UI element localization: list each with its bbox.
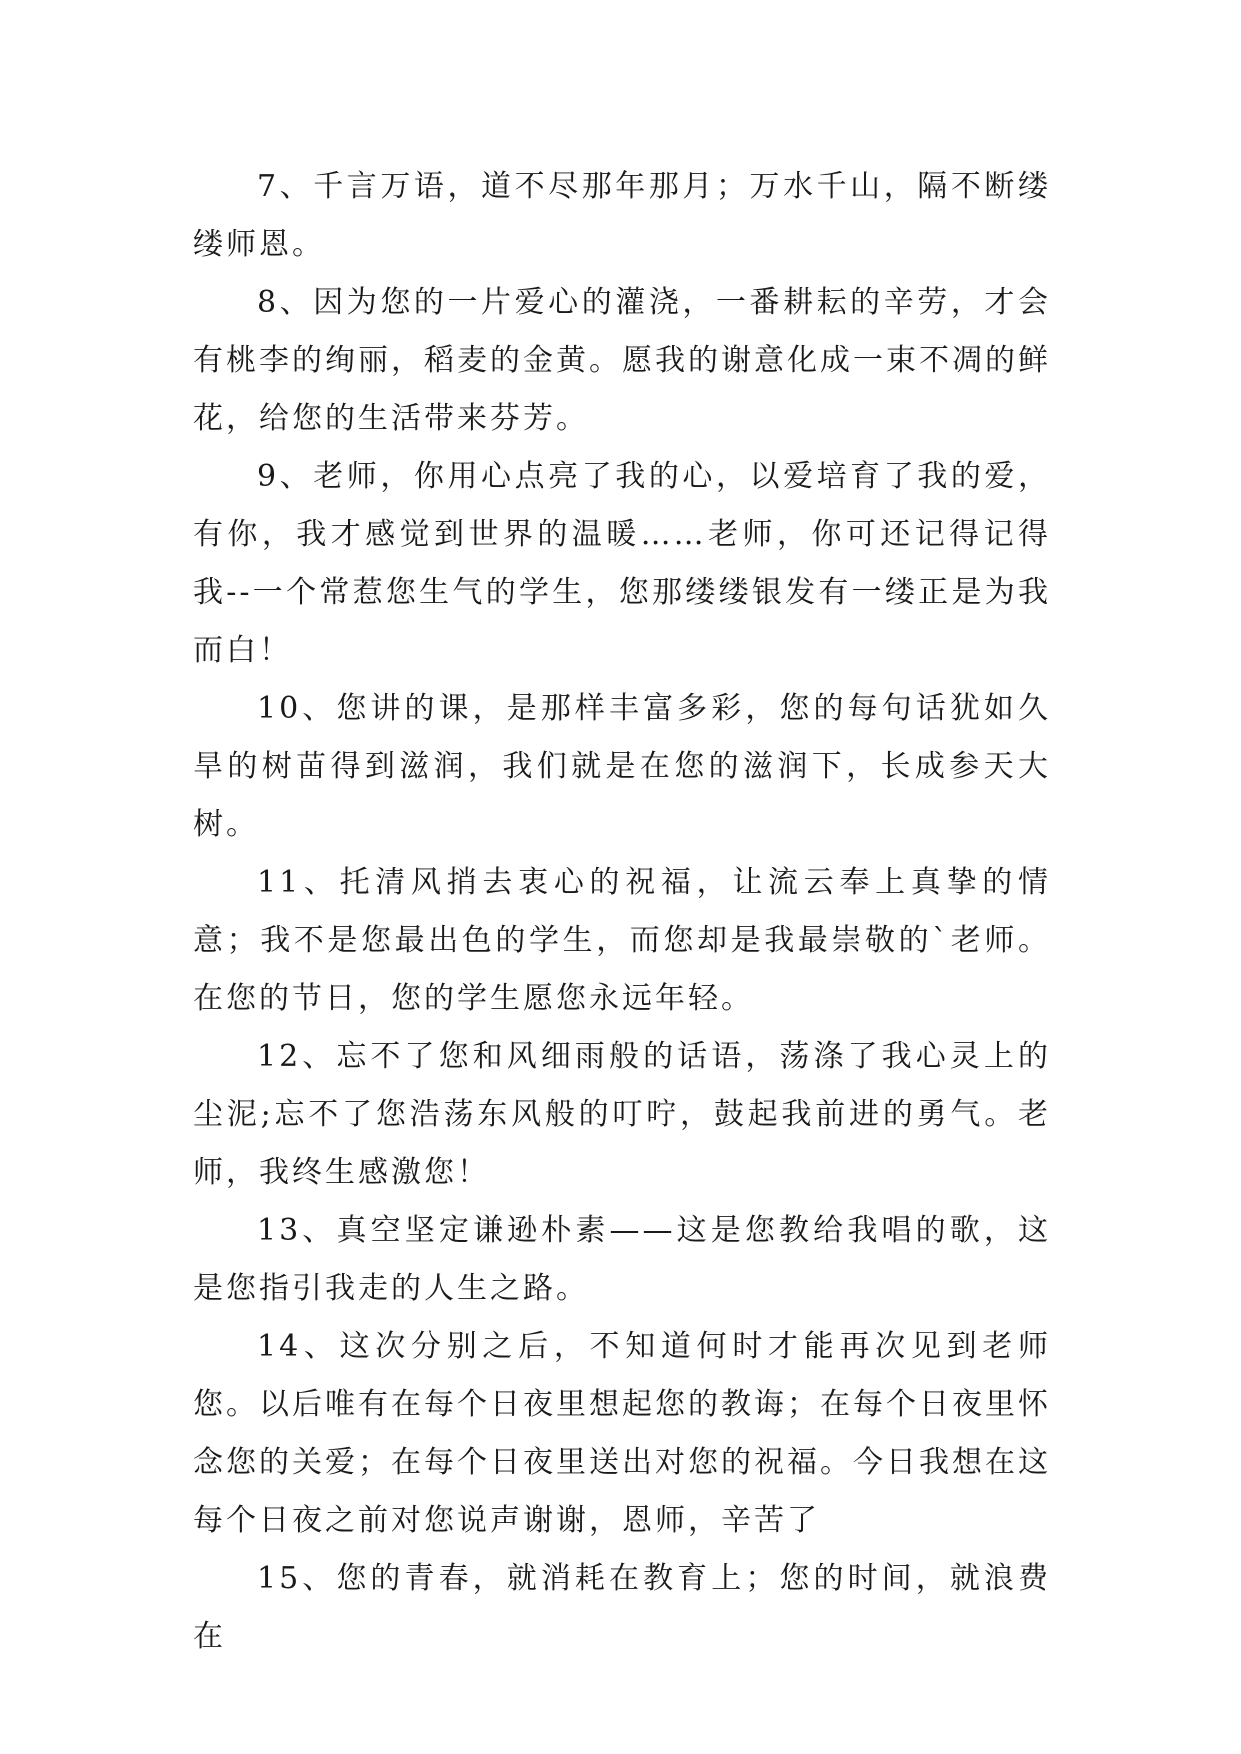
paragraph-13: 13、真空坚定谦逊朴素——这是您教给我唱的歌，这是您指引我走的人生之路。: [193, 1213, 1051, 1306]
paragraph-7: 7、千言万语，道不尽那年那月；万水千山，隔不断缕缕师恩。: [193, 169, 1051, 262]
paragraph-14: 14、这次分别之后，不知道何时才能再次见到老师您。以后唯有在每个日夜里想起您的教诲；在每个日夜里怀念您的关爱；在每个日夜里送出对您的祝福。今日我想在这每个日夜之前对您说声谢谢，恩师，辛苦了: [193, 1329, 1051, 1538]
paragraph-15: 15、您的青春，就消耗在教育上；您的时间，就浪费在: [193, 1561, 1051, 1654]
paragraph-11: 11、托清风捎去衷心的祝福，让流云奉上真挚的情意；我不是您最出色的学生，而您却是我最崇敬的`老师。在您的节日，您的学生愿您永远年轻。: [193, 865, 1051, 1016]
document-body: [193, 158, 1051, 1666]
paragraph-8: 8、因为您的一片爱心的灌浇，一番耕耘的辛劳，才会有桃李的绚丽，稻麦的金黄。愿我的谢意化成一束不凋的鲜花，给您的生活带来芬芳。: [193, 285, 1051, 436]
paragraph-9: 9、老师，你用心点亮了我的心，以爱培育了我的爱，有你，我才感觉到世界的温暖……老师，你可还记得记得我--一个常惹您生气的学生，您那缕缕银发有一缕正是为我而白！: [193, 459, 1051, 668]
paragraph-12: 12、忘不了您和风细雨般的话语，荡涤了我心灵上的尘泥;忘不了您浩荡东风般的叮咛，鼓起我前进的勇气。老师，我终生感激您！: [193, 1039, 1051, 1190]
paragraph-10: 10、您讲的课，是那样丰富多彩，您的每句话犹如久旱的树苗得到滋润，我们就是在您的滋润下，长成参天大树。: [193, 691, 1051, 842]
